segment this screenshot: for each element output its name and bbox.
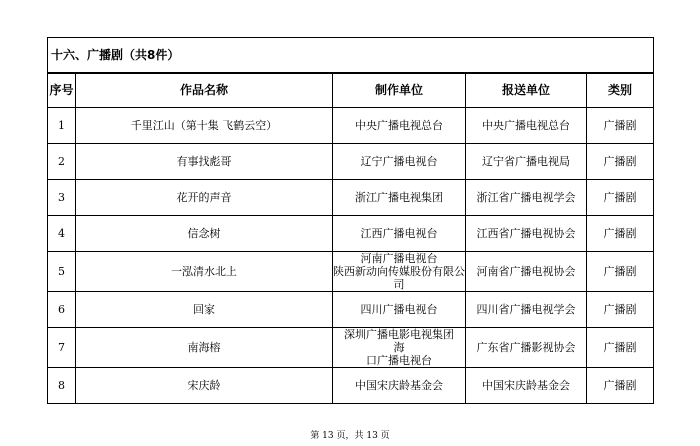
row-work-title: 有事找彪哥 [76, 144, 333, 180]
row-submitter: 辽宁省广播电视局 [466, 144, 587, 180]
table-row [48, 144, 654, 180]
header-row [48, 73, 654, 108]
producer-line: 江西广播电视台 [360, 227, 438, 240]
row-producer [333, 108, 466, 144]
row-number: 7 [48, 328, 76, 368]
table-row [48, 252, 654, 292]
row-number: 2 [48, 144, 76, 180]
table-row [48, 216, 654, 252]
row-category: 广播剧 [587, 180, 654, 216]
row-producer [333, 292, 466, 328]
row-category: 广播剧 [587, 144, 654, 180]
row-submitter: 四川省广播电视学会 [466, 292, 587, 328]
producer-line: 四川广播电视台 [360, 303, 438, 316]
row-submitter: 中央广播电视总台 [466, 108, 587, 144]
row-producer [333, 252, 466, 292]
table-row [48, 328, 654, 368]
header-number: 序号 [48, 73, 76, 108]
row-producer [333, 216, 466, 252]
producer-line: 浙江广播电视集团 [355, 191, 443, 204]
producer-line: 中国宋庆龄基金会 [355, 379, 443, 392]
row-submitter: 广东省广播影视协会 [466, 328, 587, 368]
header-producer: 制作单位 [333, 73, 466, 108]
producer-line: 中央广播电视总台 [355, 119, 443, 132]
row-category: 广播剧 [587, 252, 654, 292]
producer-line: 口广播电视台 [366, 354, 432, 367]
section-title: 十六、广播剧（共8件） [48, 38, 654, 74]
table-row [48, 292, 654, 328]
header-work-title: 作品名称 [76, 73, 333, 108]
section-title-row [48, 38, 654, 74]
row-work-title: 花开的声音 [76, 180, 333, 216]
table-row [48, 368, 654, 404]
row-number: 5 [48, 252, 76, 292]
row-work-title: 宋庆龄 [76, 368, 333, 404]
row-submitter: 中国宋庆龄基金会 [466, 368, 587, 404]
row-work-title: 一泓清水北上 [76, 252, 333, 292]
row-number: 6 [48, 292, 76, 328]
row-submitter: 江西省广播电视协会 [466, 216, 587, 252]
producer-line: 河南广播电视台 [360, 252, 438, 265]
producer-line: 辽宁广播电视台 [360, 155, 438, 168]
row-producer [333, 144, 466, 180]
row-category: 广播剧 [587, 328, 654, 368]
row-submitter: 浙江省广播电视学会 [466, 180, 587, 216]
row-category: 广播剧 [587, 368, 654, 404]
producer-line: 陕西新动向传媒股份有限公司 [333, 265, 465, 291]
awards-table [47, 37, 654, 404]
row-producer [333, 180, 466, 216]
table-row [48, 180, 654, 216]
row-category: 广播剧 [587, 216, 654, 252]
row-producer [333, 328, 487, 368]
row-number: 1 [48, 108, 76, 144]
page-footer: 第 13 页，共 13 页 [310, 431, 390, 441]
row-work-title: 千里江山（第十集 飞鹤云空） [76, 108, 333, 144]
row-number: 4 [48, 216, 76, 252]
row-producer [333, 368, 466, 404]
row-number: 8 [48, 368, 76, 404]
row-work-title: 南海榕 [76, 328, 333, 368]
row-work-title: 回家 [76, 292, 333, 328]
row-work-title: 信念树 [76, 216, 333, 252]
header-submitter: 报送单位 [466, 73, 587, 108]
header-category: 类别 [587, 73, 654, 108]
table-row [48, 108, 654, 144]
producer-line: 深圳广播电影电视集团 海 [344, 328, 487, 354]
row-category: 广播剧 [587, 108, 654, 144]
row-submitter: 河南省广播电视协会 [466, 252, 587, 292]
row-number: 3 [48, 180, 76, 216]
row-category: 广播剧 [587, 292, 654, 328]
